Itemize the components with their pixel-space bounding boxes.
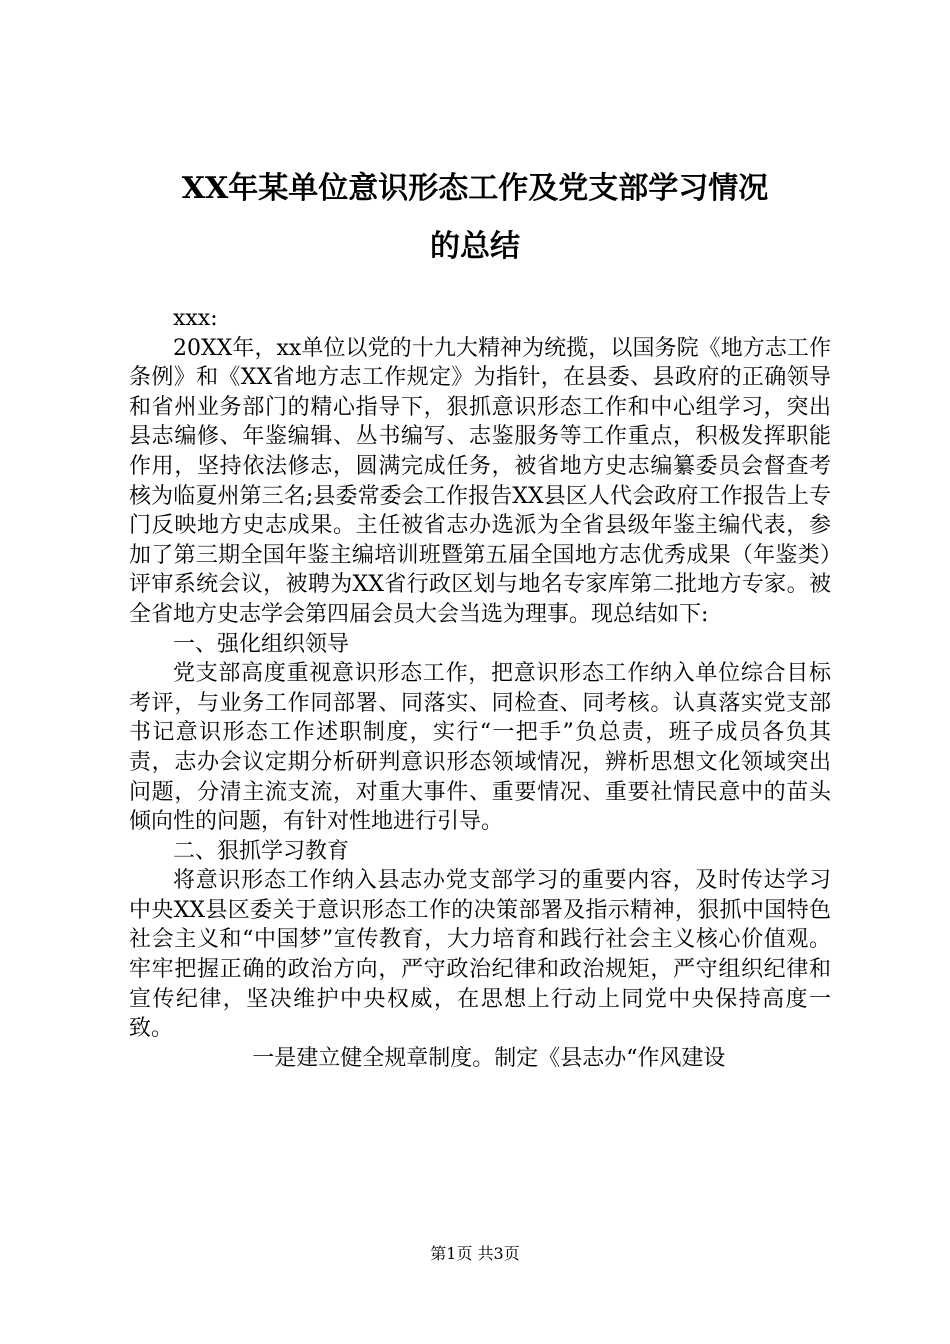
section-heading-1: 一、强化组织领导 <box>173 631 350 657</box>
document-title <box>120 160 830 276</box>
page-footer: 第1页 共3页 <box>430 1244 520 1263</box>
title-line-1: XX年某单位意识形态工作及党支部学习情况 <box>181 171 769 206</box>
salutation: xxx: <box>173 306 218 331</box>
title-line-2: 的总结 <box>430 229 520 264</box>
paragraph-organization: 党支部高度重视意识形态工作，把意识形态工作纳入单位综合目标考评，与业务工作同部署、同落实、同检查、同考核。认真落实党支部书记意识形态工作述职制度，实行“一把手”负总责，班子成员各负其责，志办会议定期分析研判意识形态领域情况，辨析思想文化领域突出问题，分清主流支流，对重大事件、重要情况、重要社情民意中的苗头倾向性的问题，有针对性地进行引导。 <box>129 661 831 835</box>
paragraph-study: 将意识形态工作纳入县志办党支部学习的重要内容，及时传达学习中央XX县区委关于意识形态工作的决策部署及指示精神，狠抓中国特色社会主义和“中国梦”宣传教育，大力培育和践行社会主义核心价值观。牢牢把握正确的政治方向，严守政治纪律和政治规矩，严守组织纪律和宣传纪律，坚决维护中央权威，在思想上行动上同党中央保持高度一致。 <box>129 868 831 1042</box>
document-body <box>129 304 831 1073</box>
paragraph-intro: 20XX年，xx单位以党的十九大精神为统揽，以国务院《地方志工作条例》和《XX省地方志工作规定》为指针，在县委、县政府的正确领导和省州业务部门的精心指导下，狠抓意识形态工作和中心组学习，突出县志编修、年鉴编辑、丛书编写、志鉴服务等工作重点，积极发挥职能作用，坚持依法修志，圆满完成任务，被省地方史志编纂委员会督查考核为临夏州第三名;县委常委会工作报告XX县区人代会政府工作报告上专门反映地方史志成果。主任被省志办选派为全省县级年鉴主编代表，参加了第三期全国年鉴主编培训班暨第五届全国地方志优秀成果（年鉴类）评审系统会议，被聘为XX省行政区划与地名专家库第二批地方专家。被全省地方史志学会第四届会员大会当选为理事。现总结如下: <box>129 335 831 627</box>
paragraph-rules: 一是建立健全规章制度。制定《县志办“作风建设 <box>252 1045 726 1071</box>
section-heading-2: 二、狠抓学习教育 <box>173 838 350 864</box>
